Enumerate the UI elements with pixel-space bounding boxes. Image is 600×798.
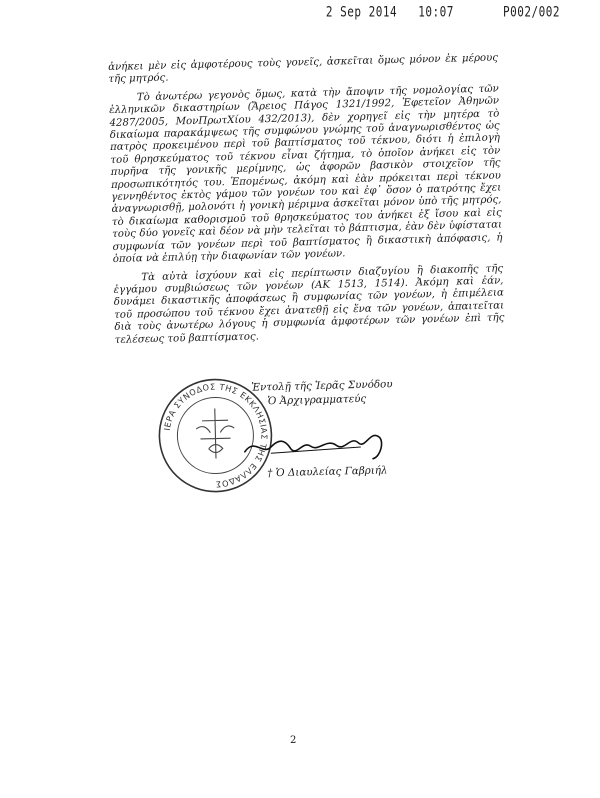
paragraph-case-law: Τὸ ἀνωτέρω γεγονὸς ὅμως, κατὰ τὴν ἄποψιν τῆς νομολογίας τῶν ἑλληνικῶν δικαστηρίων (Ἄρειος Πάγος 1321/1992, Ἐφετεῖον Ἀθηνῶν 4287/2005, ΜονΠρωτΧίου 432/2013), δὲν χορηγεῖ εἰς τὴν μητέρα τὸ δικαίωμα παρακάμψεως τῆς συμφώνου γνώμης τοῦ ἀναγνωρισθέντος ὡς πατρὸς προκειμένου περὶ τοῦ βαπτίσματος τοῦ τέκνου, διότι ἡ ἐπιλογὴ τοῦ θρησκεύματος τοῦ τέκνου εἶναι ζήτημα, τὸ ὁποῖον ἀνήκει εἰς τὸν πυρῆνα τῆς γονικῆς μερίμνης, ὡς ἀφορῶν βασικὸν στοιχεῖον τῆς προσωπικότητός του. Ἑπομένως, ἀκόμη καὶ ἐὰν πρόκειται περὶ τέκνου γεννηθέντος ἐκτὸς γάμου τῶν γονέων του καὶ ἐφ᾽ ὅσον ὁ πατρότης ἔχει ἀναγνωρισθῇ, μολονότι ἡ γονικὴ μέριμνα ἀσκεῖται μόνον ὑπὸ τῆς μητρός, τὸ δικαίωμα καθορισμοῦ τοῦ θρησκεύματος του ἀνήκει ἐξ ἴσου καὶ εἰς τοὺς δύο γονεῖς καὶ δέον νὰ μὴν τελεῖται τὸ βάπτισμα, ἐὰν δὲν ὑφίσταται συμφωνία τῶν γονέων περὶ τοῦ βαπτίσματος ἢ δικαστικὴ ἀπόφασις, ἡ ὁποία νὰ ἐπιλύῃ τὴν διαφωνίαν τῶν γονέων. bbox=[109, 83, 503, 266]
paragraph-divorce: Τὰ αὐτὰ ἰσχύουν καὶ εἰς περίπτωσιν διαζυγίου ἢ διακοπῆς τῆς ἐγγάμου συμβιώσεως τῶν γονέων (ΑΚ 1513, 1514). Ἀκόμη καὶ ἐάν, δυνάμει δικαστικῆς ἀποφάσεως ἢ συμφωνίας τῶν γονέων, ἡ ἐπιμέλεια τοῦ προσώπου τοῦ τέκνου ἔχει ἀνατεθῇ εἰς ἕνα τῶν γονέων, ἀπαιτεῖται διὰ τοὺς ἀνωτέρω λόγους ἡ συμφωνία ἀμφοτέρων τῶν γονέων ἐπὶ τῆς τελέσεως τοῦ βαπτίσματος. bbox=[113, 262, 505, 346]
document-body bbox=[108, 52, 505, 346]
svg-text:ΙΕΡΑ ΣΥΝΟΔΟΣ ΤΗΣ ΕΚΚΛΗΣΙΑΣ ΤΗΣ: ΙΕΡΑ ΣΥΝΟΔΟΣ ΤΗΣ ΕΚΚΛΗΣΙΑΣ ΤΗΣ ΕΛΛΑΔΟΣ bbox=[161, 381, 270, 490]
paragraph-continuation: ἀνήκει μὲν εἰς ἀμφοτέρους τοὺς γονεῖς, ἀσκεῖται ὅμως μόνον ἐκ μέρους τῆς μητρός. bbox=[108, 52, 499, 86]
signature-line-title: Ὁ Ἀρχιγραμματεύς bbox=[267, 392, 367, 408]
signature-block bbox=[155, 371, 458, 518]
fax-page-id: P002/002 bbox=[503, 4, 560, 21]
signature-line-mandate: Ἐντολῇ τῆς Ἱερᾶς Συνόδου bbox=[251, 378, 393, 394]
fax-time: 10:07 bbox=[418, 4, 454, 21]
signature-line-name: † Ὁ Διαυλείας Γαβριήλ bbox=[267, 464, 388, 480]
page-number: 2 bbox=[290, 735, 297, 746]
handwritten-signature-icon bbox=[240, 422, 391, 466]
fax-header bbox=[312, 4, 560, 20]
fax-date: 2 Sep 2014 bbox=[325, 4, 398, 21]
